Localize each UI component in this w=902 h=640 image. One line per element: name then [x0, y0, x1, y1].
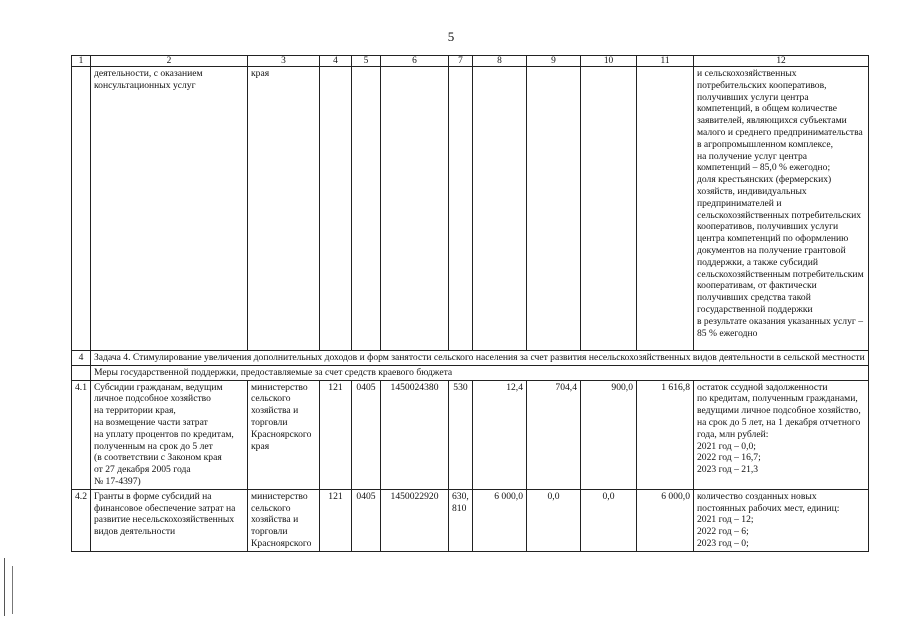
vr-cell: 630, 810 — [449, 489, 473, 551]
header-cell: 9 — [527, 56, 581, 67]
measure-name-cell: деятельности, с оказанием консультационных услуг — [91, 67, 248, 351]
indicator-cell: остаток ссудной задолженности по кредитам, полученным гражданами, ведущими личное подсобное хозяйство, на срок до 5 лет, на 1 декабря отчетного года, млн рублей: 2021 год – 0,0; 2022 год – 16,7; 2023 год – 21,3 — [694, 380, 869, 489]
header-cell: 12 — [694, 56, 869, 67]
indicator-cell: и сельскохозяйственных потребительских кооперативов, получивших услуги центра компетенций, в общем количестве заявителей, являющихся субъектами малого и среднего предпринимательства в агропромышленном комплексе, на получение услуг центра компетенций – 85,0 % ежегодно; доля крестьянских (фермерских) хозяйств, индивидуальных предпринимателей и сельскохозяйственных потребительских кооперативов, получивших услуги центра компетенций по оформлению документов на получение грантовой поддержки, а также субсидий сельскохозяйственным потребительским кооперативам, от фактически получивших средства такой государственной поддержки в результате оказания указанных услуг – 85 % ежегодно — [694, 67, 869, 351]
rzpr-cell: 0405 — [352, 489, 381, 551]
scan-edge-mark — [4, 558, 5, 616]
header-cell: 7 — [449, 56, 473, 67]
header-cell: 6 — [381, 56, 449, 67]
header-row — [72, 56, 869, 67]
amount-cell: 0,0 — [581, 489, 637, 551]
measure-name-cell: Субсидии гражданам, ведущим личное подсобное хозяйство на территории края, на возмещение части затрат на уплату процентов по кредитам, полученным на срок до 5 лет (в соответствии с Законом края от 27 декабря 2005 года № 17-4397) — [91, 380, 248, 489]
executor-cell: министерство сельского хозяйства и торговли Красноярского края — [248, 380, 320, 489]
amount-cell: 0,0 — [527, 489, 581, 551]
csr-cell: 1450024380 — [381, 380, 449, 489]
page-number: 5 — [447, 29, 455, 44]
scan-edge-mark — [12, 566, 13, 614]
table-row — [72, 489, 869, 551]
amount-cell: 12,4 — [473, 380, 527, 489]
section-row — [72, 365, 869, 380]
section-title: Меры государственной поддержки, предоставляемые за счет средств краевого бюджета — [91, 365, 869, 380]
vr-cell: 530 — [449, 380, 473, 489]
task-text: Задача 4. Стимулирование увеличения дополнительных доходов и форм занятости сельского населения за счет развития несельскохозяйственных видов деятельности в сельской местности — [91, 351, 869, 366]
indicator-cell: количество созданных новых постоянных рабочих мест, единиц: 2021 год – 12; 2022 год – 6; 2023 год – 0; — [694, 489, 869, 551]
header-cell: 8 — [473, 56, 527, 67]
header-cell: 2 — [91, 56, 248, 67]
executor-cell: министерство сельского хозяйства и торговли Красноярского — [248, 489, 320, 551]
row-number: 4.2 — [72, 489, 91, 551]
rzpr-cell: 0405 — [352, 380, 381, 489]
row-number: 4.1 — [72, 380, 91, 489]
program-table — [71, 55, 869, 552]
measure-name-cell: Гранты в форме субсидий на финансовое обеспечение затрат на развитие несельскохозяйственных видов деятельности — [91, 489, 248, 551]
grbs-cell: 121 — [320, 489, 352, 551]
total-cell: 1 616,8 — [637, 380, 694, 489]
header-cell: 4 — [320, 56, 352, 67]
amount-cell: 704,4 — [527, 380, 581, 489]
grbs-cell: 121 — [320, 380, 352, 489]
amount-cell: 6 000,0 — [473, 489, 527, 551]
task-number: 4 — [72, 351, 91, 366]
table-row — [72, 380, 869, 489]
amount-cell: 900,0 — [581, 380, 637, 489]
executor-cell: края — [248, 67, 320, 351]
csr-cell: 1450022920 — [381, 489, 449, 551]
continuation-row — [72, 67, 869, 351]
total-cell: 6 000,0 — [637, 489, 694, 551]
header-cell: 5 — [352, 56, 381, 67]
task-row — [72, 351, 869, 366]
header-cell: 1 — [72, 56, 91, 67]
header-cell: 3 — [248, 56, 320, 67]
header-cell: 11 — [637, 56, 694, 67]
header-cell: 10 — [581, 56, 637, 67]
